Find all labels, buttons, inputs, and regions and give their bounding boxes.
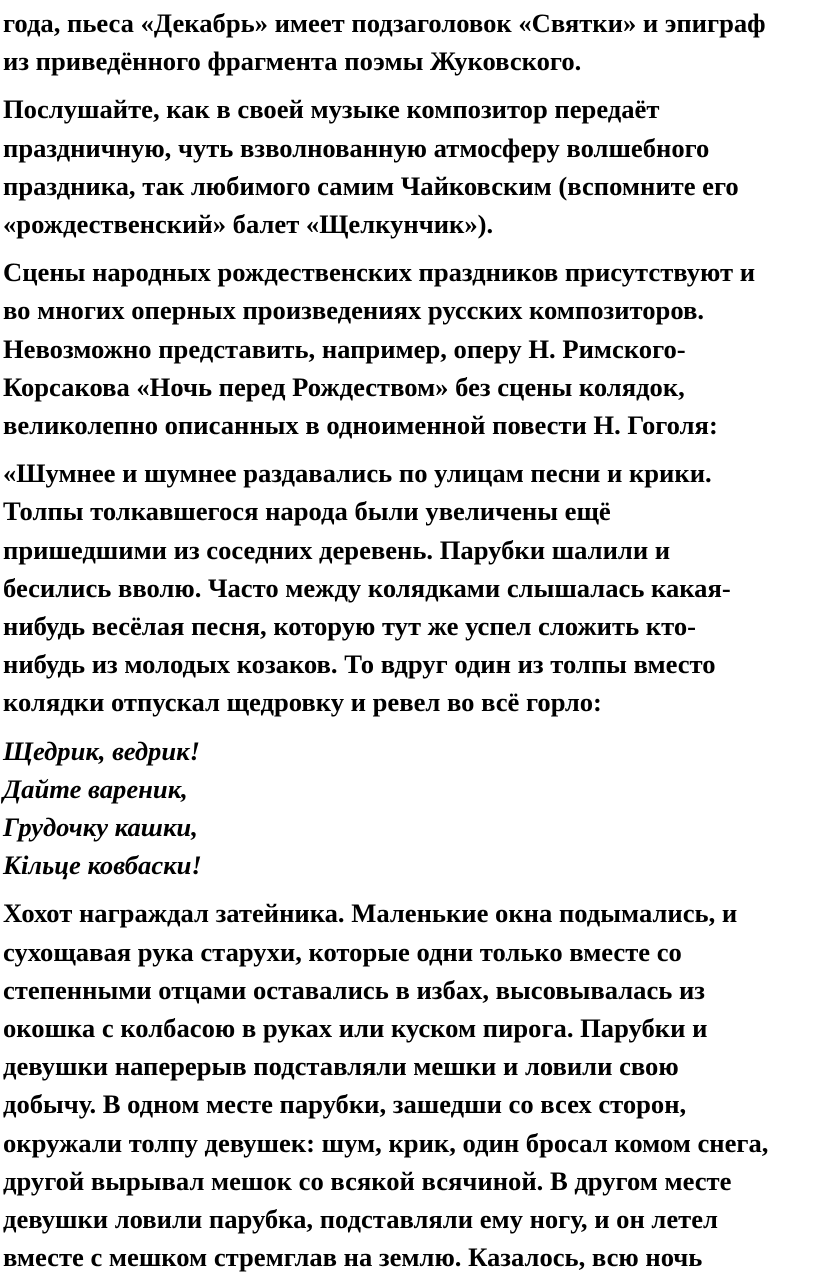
text-line: нибудь весёлая песня, которую тут же успел сложить кто- bbox=[3, 611, 696, 642]
text-line: «Шумнее и шумнее раздавались по улицам песни и крики. bbox=[3, 458, 712, 489]
text-line: добычу. В одном месте парубки, зашедши со всех сторон, bbox=[3, 1089, 687, 1120]
text-line: другой вырывал мешок со всякой всячиной. В другом месте bbox=[3, 1165, 732, 1196]
paragraph-opera-scenes bbox=[3, 253, 812, 444]
paragraph-laughter bbox=[3, 894, 812, 1276]
text-line: праздничную, чуть взволнованную атмосферу волшебного bbox=[3, 132, 710, 163]
text-line: праздника, так любимого самим Чайковским (вспомните его bbox=[3, 170, 739, 201]
text-line: года, пьеса «Декабрь» имеет подзаголовок «Святки» и эпиграф bbox=[3, 8, 766, 38]
text-line: сухощавая рука старухи, которые одни только вместе со bbox=[3, 936, 682, 967]
text-line: колядки отпускал щедровку и ревел во всё горло: bbox=[3, 687, 602, 718]
paragraph-gogol-quote bbox=[3, 454, 812, 721]
text-line: Невозможно представить, например, оперу Н. Римского- bbox=[3, 333, 686, 364]
text-line: Корсакова «Ночь перед Рождеством» без сцены колядок, bbox=[3, 371, 685, 402]
text-line: Послушайте, как в своей музыке композитор передаёт bbox=[3, 94, 660, 125]
text-line: Толпы толкавшегося народа были увеличены ещё bbox=[3, 496, 611, 527]
text-line: окошка с колбасою в руках или куском пирога. Парубки и bbox=[3, 1013, 708, 1044]
text-line: пришедшими из соседних деревень. Парубки шалили и bbox=[3, 534, 671, 565]
text-line: девушки ловили парубка, подставляли ему ногу, и он летел bbox=[3, 1204, 718, 1235]
text-line: окружали толпу девушек: шум, крик, один бросал комом снега, bbox=[3, 1127, 769, 1158]
text-line: девушки наперерыв подставляли мешки и ловили свою bbox=[3, 1051, 679, 1082]
text-line: бесились вволю. Часто между колядками слышалась какая- bbox=[3, 572, 731, 603]
text-line: нибудь из молодых козаков. То вдруг один из толпы вместо bbox=[3, 649, 716, 680]
paragraph-carol-verse bbox=[3, 732, 812, 885]
verse-line: Кільце ковбаски! bbox=[3, 850, 202, 881]
text-line: Хохот награждал затейника. Маленькие окна подымались, и bbox=[3, 898, 738, 929]
text-line: «рождественский» балет «Щелкунчик»). bbox=[3, 209, 494, 240]
paragraph-intro bbox=[3, 4, 812, 80]
text-line: во многих оперных произведениях русских композиторов. bbox=[3, 295, 704, 326]
paragraph-listen bbox=[3, 90, 812, 243]
verse-line: Дайте вареник, bbox=[3, 773, 188, 804]
text-line: Сцены народных рождественских праздников присутствуют и bbox=[3, 257, 756, 288]
text-line: великолепно описанных в одноименной повести Н. Гоголя: bbox=[3, 410, 718, 441]
text-line: из приведённого фрагмента поэмы Жуковского. bbox=[3, 46, 582, 77]
text-line: степенными отцами оставались в избах, высовывалась из bbox=[3, 974, 705, 1005]
text-line: вместе с мешком стремглав на землю. Казалось, всю ночь bbox=[3, 1242, 703, 1273]
verse-line: Грудочку кашки, bbox=[3, 812, 198, 843]
verse-line: Щедрик, ведрик! bbox=[3, 735, 200, 766]
